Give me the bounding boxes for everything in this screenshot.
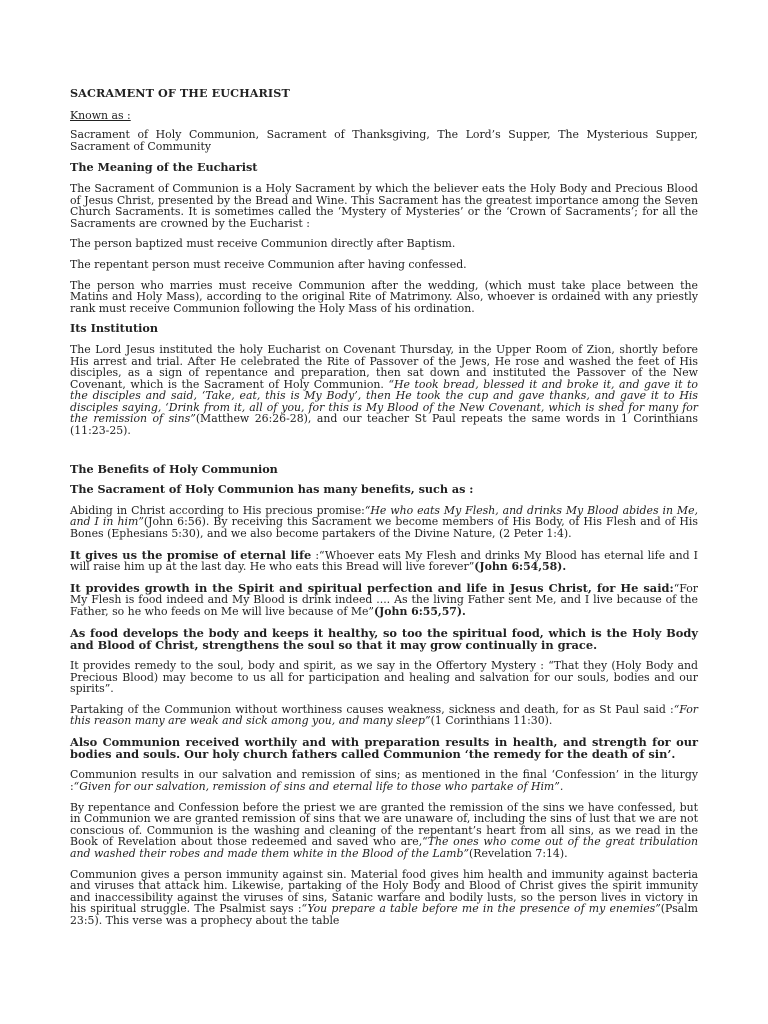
immunity-quote: “You prepare a table before me in the presence of my enemies” (301, 902, 661, 916)
immunity-tail: (Psalm 23:5). This verse was a prophecy about the table (70, 902, 698, 927)
abiding-quote: “He who eats My Flesh, and drinks My Blood abides in Me, and I in him” (70, 503, 698, 529)
abiding-tail: (John 6:56). By receiving this Sacrament we become members of His Body, of His Flesh and of His Bones (Ephesians 5:30), and we also become partakers of the Divine Nature, (2 Peter 1:4). (70, 515, 698, 541)
confession-quote: “The ones who come out of the great tribulation and washed their robes and made them white in the Blood of the Lamb” (70, 835, 699, 860)
growth-text: “For My Flesh is food indeed and My Blood is drink indeed .... As the living Father sent Me, and I live because of the Father, so he who feeds on Me will live because of Me” (70, 581, 698, 618)
known-as-text: Sacrament of Holy Communion, Sacrament of Thanksgiving, The Lord’s Supper, The Mysterious Supper, Sacrament of Community (70, 128, 698, 153)
confession-paragraph (70, 802, 698, 860)
abiding-paragraph (70, 505, 698, 540)
meaning-paragraph-2: The person baptized must receive Communion directly after Baptism. (70, 237, 456, 251)
growth-paragraph (70, 582, 698, 618)
institution-tail: (Matthew 26:26-28), and our teacher St Paul repeats the same words in 1 Corinthians (11:23-25). (70, 412, 698, 438)
known-as-label: Known as : (70, 108, 131, 122)
meaning-paragraph-1: The Sacrament of Communion is a Holy Sacrament by which the believer eats the Holy Body and Precious Blood of Jesus Christ, presented by the Bread and Wine. This Sacrament has the greatest importance among the Seven Church Sacraments. It is sometimes called the ‘Mystery of Mysteries’ or the ‘Crown of Sacraments’; for all the Sacraments are crowned by the Eucharist : (70, 181, 698, 230)
document-title: SACRAMENT OF THE EUCHARIST (70, 86, 290, 100)
meaning-paragraph-3: The repentant person must receive Communion after having confessed. (70, 257, 467, 271)
benefits-intro: The Sacrament of Holy Communion has many benefits, such as : (70, 482, 474, 497)
promise-bold: It gives us the promise of eternal life (70, 547, 312, 562)
confession-ref: (Revelation 7:14). (469, 846, 568, 860)
salvation-quote: “Given for our salvation, remission of sins and eternal life to those who partake of Him”. (73, 779, 564, 793)
meaning-heading: The Meaning of the Eucharist (70, 160, 258, 175)
institution-paragraph (70, 344, 698, 437)
partaking-text: Partaking of the Communion without worthiness causes weakness, sickness and death, for as St Paul said : (70, 702, 674, 716)
promise-ref: (John 6:54,58). (474, 560, 567, 574)
confession-text: By repentance and Confession before the priest we are granted the remission of the sins we have confessed, but in Communion we are granted remission of sins that we are unaware of, including the sins of lust that we are not conscious of. Communion is the washing and cleaning of the repentant’s heart from all sins, as we read in the Book of Revelation about those redeemed and saved who are, (70, 800, 698, 849)
growth-ref: (John 6:55,57). (373, 605, 466, 618)
salvation-paragraph (70, 769, 698, 792)
promise-paragraph (70, 549, 698, 573)
benefits-heading: The Benefits of Holy Communion (70, 461, 278, 476)
food-paragraph: As food develops the body and keeps it healthy, so too the spiritual food, which is the Holy Body and Blood of Christ, strengthens the soul so that it may grow continually in grace. (70, 625, 698, 652)
institution-quote: “He took bread, blessed it and broke it, and gave it to the disciples and said, ‘Take, eat, this is My Body’, then He took the cup and gave thanks, and gave it to His disciples saying, ‘Drink from it, all of you, for this is My Blood of the New Covenant, which is shed for many for the remission of sins” (70, 377, 698, 426)
institution-heading: Its Institution (70, 321, 158, 336)
worthily-paragraph: Also Communion received worthily and with preparation results in health, and strength for our bodies and souls. Our holy church fathers called Communion ‘the remedy for the death of sin’. (70, 734, 698, 762)
immunity-text: Communion gives a person immunity against sin. Material food gives him health and immunity against bacteria and viruses that attack him. Likewise, partaking of the Holy Body and Blood of Christ gives the spirit immunity and inaccessibility against the viruses of sins, Satanic warfare and bodily lusts, so the person lives in victory in his spiritual struggle. The Psalmist says : (70, 867, 698, 916)
immunity-paragraph (70, 869, 698, 927)
partaking-quote: “For this reason many are weak and sick among you, and many sleep” (70, 702, 698, 728)
institution-text: The Lord Jesus instituted the holy Eucharist on Covenant Thursday, in the Upper Room of Zion, shortly before His arrest and trial. After He celebrated the Rite of Passover of the Jews, He rose and washed the feet of His disciples, as a sign of repentance and preparation, then sat down and instituted the Passover of the New Covenant, which is the Sacrament of Holy Communion. (70, 342, 698, 391)
partaking-ref: (1 Corinthians 11:30). (430, 714, 553, 728)
promise-text: :“Whoever eats My Flesh and drinks My Blood has eternal life and I will raise him up at the last day. He who eats this Bread will live forever” (70, 548, 698, 574)
salvation-text: Communion results in our salvation and remission of sins; as mentioned in the final ‘Confession’ in the liturgy : (70, 768, 698, 793)
document-page (70, 88, 698, 927)
partaking-paragraph (70, 704, 698, 727)
remedy-paragraph: It provides remedy to the soul, body and spirit, as we say in the Offertory Mystery : “That they (Holy Body and Precious Blood) may become to us all for participation and healing and salvation for our souls, bodies and our spirits”. (70, 659, 698, 696)
meaning-paragraph-4: The person who marries must receive Communion after the wedding, (which must take place between the Matins and Holy Mass), according to the original Rite of Matrimony. Also, whoever is ordained with any priestly rank must receive Communion following the Holy Mass of his ordination. (70, 278, 698, 315)
abiding-text: Abiding in Christ according to His precious promise: (70, 503, 365, 517)
growth-bold: It provides growth in the Spirit and spiritual perfection and life in Jesus Christ, for He said: (70, 580, 674, 595)
